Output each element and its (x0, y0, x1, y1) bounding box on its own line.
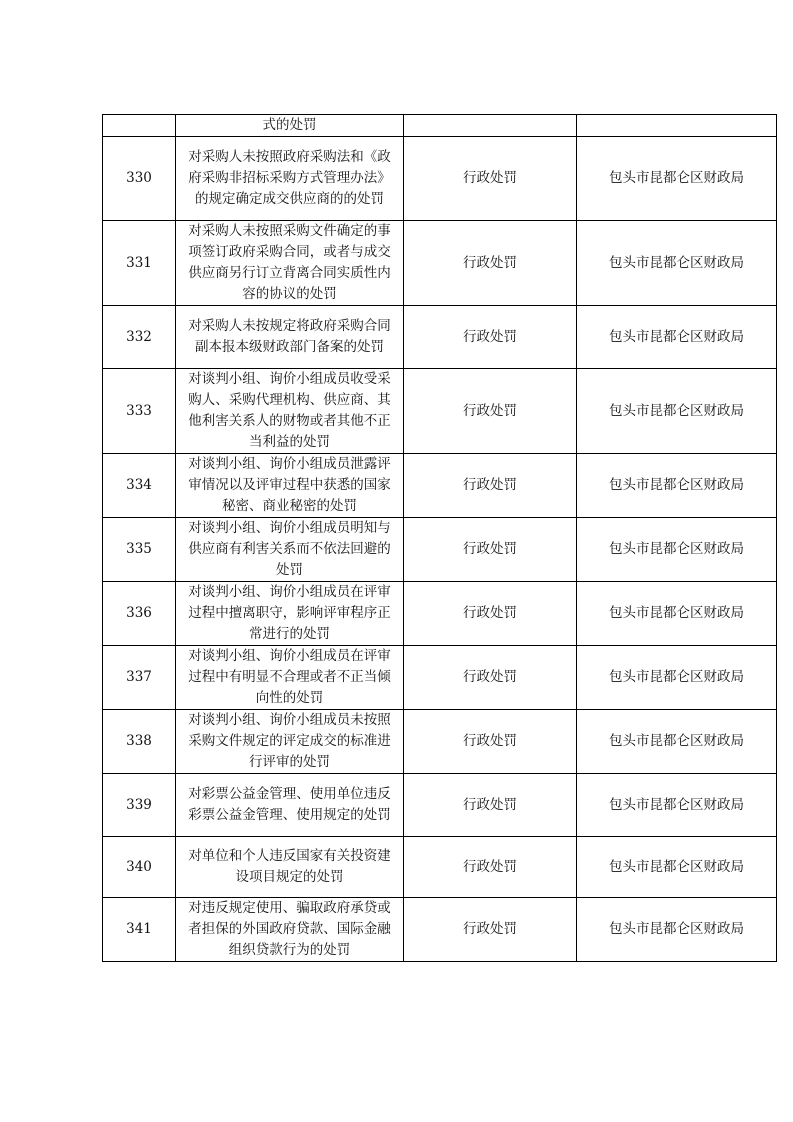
item-name-cell (176, 454, 404, 518)
item-type-cell: 行政处罚 (404, 837, 577, 898)
department-cell: 包头市昆都仑区财政局 (577, 369, 777, 454)
table-row (103, 137, 777, 221)
item-name-text: 对谈判小组、询价小组成员在评审过程中擅离职守，影响评审程序正常进行的处罚 (188, 584, 391, 642)
item-name-cell (176, 710, 404, 774)
department-cell: 包头市昆都仑区财政局 (577, 837, 777, 898)
table-row (103, 774, 777, 837)
item-name-text: 对违反规定使用、骗取政府承贷或者担保的外国政府贷款、国际金融组织贷款行为的处罚 (188, 900, 391, 958)
department-cell: 包头市昆都仑区财政局 (577, 306, 777, 369)
department-cell: 包头市昆都仑区财政局 (577, 774, 777, 837)
item-type-cell: 行政处罚 (404, 518, 577, 582)
table-row (103, 221, 777, 306)
item-name-cell (176, 221, 404, 306)
row-number-cell: 330 (103, 137, 176, 221)
item-name-text: 对单位和个人违反国家有关投资建设项目规定的处罚 (188, 848, 391, 885)
table-row-continuation (103, 115, 777, 137)
row-number-cell: 340 (103, 837, 176, 898)
table-row (103, 710, 777, 774)
item-type-cell: 行政处罚 (404, 646, 577, 710)
item-name-text: 对谈判小组、询价小组成员泄露评审情况以及评审过程中获悉的国家秘密、商业秘密的处罚 (188, 456, 391, 514)
item-name-text: 对采购人未按照采购文件确定的事项签订政府采购合同，或者与成交供应商另行订立背离合同实质性内容的协议的处罚 (188, 223, 391, 302)
item-type-cell: 行政处罚 (404, 221, 577, 306)
row-number-cell: 335 (103, 518, 176, 582)
item-type-cell: 行政处罚 (404, 710, 577, 774)
item-type-cell: 行政处罚 (404, 137, 577, 221)
department-cell: 包头市昆都仑区财政局 (577, 221, 777, 306)
table-row (103, 454, 777, 518)
row-number-cell: 338 (103, 710, 176, 774)
department-cell (577, 115, 777, 137)
item-name-text: 对谈判小组、询价小组成员收受采购人、采购代理机构、供应商、其他利害关系人的财物或者其他不正当利益的处罚 (188, 371, 391, 450)
item-name-text: 对谈判小组、询价小组成员明知与供应商有利害关系而不依法回避的处罚 (188, 520, 391, 578)
table-row (103, 369, 777, 454)
table-row (103, 582, 777, 646)
row-number-cell: 333 (103, 369, 176, 454)
row-number-cell: 331 (103, 221, 176, 306)
item-name-text: 对彩票公益金管理、使用单位违反彩票公益金管理、使用规定的处罚 (188, 786, 391, 823)
department-cell: 包头市昆都仑区财政局 (577, 710, 777, 774)
item-type-cell (404, 115, 577, 137)
row-number-cell (103, 115, 176, 137)
table-row (103, 646, 777, 710)
penalty-table (102, 114, 777, 962)
item-name-cell: 式的处罚 (176, 115, 404, 137)
item-name-cell (176, 898, 404, 962)
row-number-cell: 337 (103, 646, 176, 710)
item-type-cell: 行政处罚 (404, 454, 577, 518)
item-name-cell (176, 518, 404, 582)
row-number-cell: 334 (103, 454, 176, 518)
item-name-cell (176, 582, 404, 646)
table-row (103, 837, 777, 898)
item-type-cell: 行政处罚 (404, 898, 577, 962)
item-type-cell: 行政处罚 (404, 582, 577, 646)
item-type-cell: 行政处罚 (404, 306, 577, 369)
row-number-cell: 341 (103, 898, 176, 962)
item-name-cell (176, 369, 404, 454)
department-cell: 包头市昆都仑区财政局 (577, 898, 777, 962)
item-name-text: 对采购人未按照政府采购法和《政府采购非招标采购方式管理办法》的规定确定成交供应商的的处罚 (188, 149, 391, 207)
table-row (103, 898, 777, 962)
item-type-cell: 行政处罚 (404, 369, 577, 454)
item-name-cell (176, 837, 404, 898)
table-row (103, 306, 777, 369)
row-number-cell: 336 (103, 582, 176, 646)
item-name-cell (176, 306, 404, 369)
item-name-text: 对谈判小组、询价小组成员在评审过程中有明显不合理或者不正当倾向性的处罚 (188, 648, 391, 706)
item-name-cell (176, 774, 404, 837)
row-number-cell: 332 (103, 306, 176, 369)
row-number-cell: 339 (103, 774, 176, 837)
department-cell: 包头市昆都仑区财政局 (577, 454, 777, 518)
item-type-cell: 行政处罚 (404, 774, 577, 837)
table-row (103, 518, 777, 582)
department-cell: 包头市昆都仑区财政局 (577, 582, 777, 646)
department-cell: 包头市昆都仑区财政局 (577, 518, 777, 582)
department-cell: 包头市昆都仑区财政局 (577, 646, 777, 710)
item-name-text: 对采购人未按规定将政府采购合同副本报本级财政部门备案的处罚 (188, 318, 391, 355)
item-name-cell (176, 137, 404, 221)
item-name-text: 对谈判小组、询价小组成员未按照采购文件规定的评定成交的标准进行评审的处罚 (188, 712, 391, 770)
department-cell: 包头市昆都仑区财政局 (577, 137, 777, 221)
item-name-cell (176, 646, 404, 710)
